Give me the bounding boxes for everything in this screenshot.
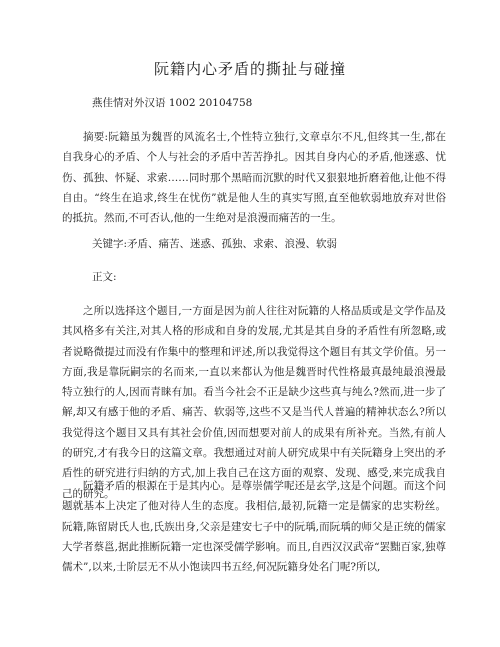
paragraph-text: 之所以选择这个题目,一方面是因为前人往往对阮籍的人格品质或是文学作品及其风格多有关注,对其人格的形成和自身的发展,尤其是其自身的矛盾性有所忽略,或者说略微提过而没有作集中的整理和评述,所以我觉得这个题目有其文学价值。另一方面,我是靠阮嗣宗的名而来,一直以来都认为他是魏晋时代性格最真最纯最浪漫最特立独行的人,因而青睐有加。看当今社会不正是缺少这些真与纯么?然而,进一步了解,却又有感于他的矛盾、痛苦、软弱等,这些不又是当代人普遍的精神状态么?所以我觉得这个题目又具有其社会价值,因而想要对前人的成果有所补充。当然,有前人的研究,才有我今日的这篇文章。我想通过对前人研究成果中有关阮籍身上突出的矛盾性的研究进行归纳的方式,加上我自己在这方面的观察、发现、感受,来完成我自己的研究。	[62, 305, 446, 500]
document-title: 阮籍内心矛盾的撕扯与碰撞	[153, 60, 346, 78]
abstract-text: 摘要:阮籍虽为魏晋的风流名士,个性特立独行,文章卓尔不凡,但终其一生,都在自我身心的矛盾、个人与社会的矛盾中苦苦挣扎。因其自身内心的矛盾,他迷惑、忧伤、孤独、怀疑、求索……同时那个黑暗而沉默的时代又狠狠地折磨着他,让他不得自由。“终生在追求,终生在忧伤”就是他人生的真实写照,直至他软弱地放弃对世俗的抵抗。然而,不可否认,他的一生绝对是浪漫而痛苦的一生。	[62, 131, 446, 225]
body-paragraph-1	[62, 301, 446, 504]
body-paragraph-2	[62, 476, 446, 577]
keywords: 关键字:矛盾、痛苦、迷惑、孤独、求索、浪漫、软弱	[92, 238, 338, 250]
abstract	[62, 127, 446, 228]
main-text-label: 正文:	[92, 271, 117, 283]
paragraph-text: 阮籍矛盾的根源在于是其内心。是尊崇儒学呢还是玄学,这是个问题。而这个问题就基本上决定了他对待人生的态度。我相信,最初,阮籍一定是儒家的忠实粉丝。阮籍,陈留尉氏人也,氏族出身,父亲是建安七子中的阮瑀,而阮瑀的师父是正统的儒家大学者蔡邕,据此推断阮籍一定也深受儒学影响。而且,自西汉汉武帝“罢黜百家,独尊儒术”,以来,士阶层无不从小饱读四书五经,何况阮籍身处名门呢?所以,	[62, 480, 446, 574]
author-line: 燕佳情对外汉语 1002 20104758	[92, 97, 253, 109]
